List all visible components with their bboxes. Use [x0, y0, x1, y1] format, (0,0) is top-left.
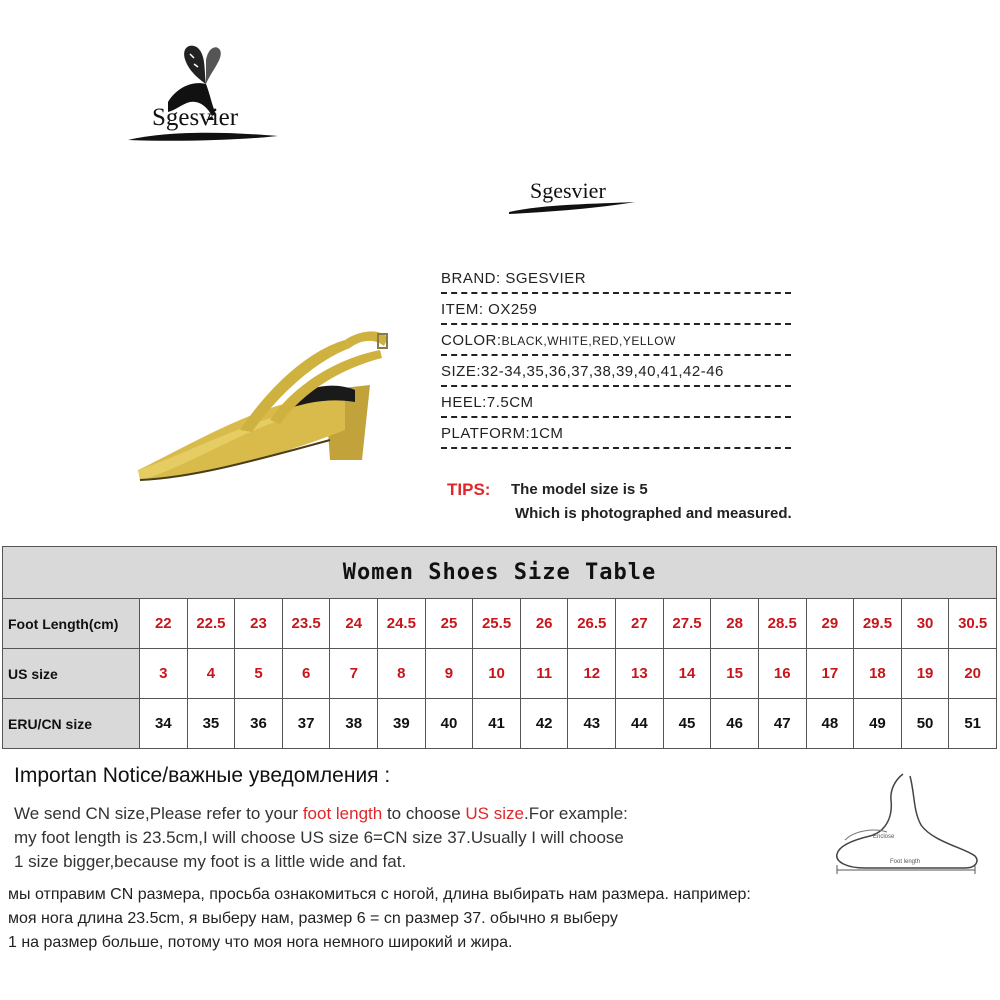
size-table-cell: 4 — [187, 649, 235, 699]
size-table-cell: 19 — [901, 649, 949, 699]
notice-ru-line-2: моя нога длина 23.5cm, я выберу нам, размер 6 = cn размер 37. обычно я выберу — [8, 910, 618, 927]
size-table-cell: 47 — [758, 699, 806, 749]
size-table-row — [3, 699, 997, 749]
size-table-cell: 14 — [663, 649, 711, 699]
brand-logo-text: Sgesvier — [152, 104, 239, 131]
notice-en-line-3: 1 size bigger,because my foot is a little wide and fat. — [14, 852, 407, 871]
size-table-cell: 43 — [568, 699, 616, 749]
size-table-cell: 42 — [520, 699, 568, 749]
size-table-cell: 26.5 — [568, 599, 616, 649]
spec-platform-value: 1CM — [530, 425, 564, 442]
spec-heel — [441, 390, 791, 418]
size-table-row-header: US size — [3, 649, 140, 699]
foot-measure-icon — [825, 770, 990, 875]
size-table-cell: 25 — [425, 599, 473, 649]
size-table-cell: 28.5 — [758, 599, 806, 649]
size-table-cell: 29 — [806, 599, 854, 649]
size-table-cell: 27.5 — [663, 599, 711, 649]
size-table-cell: 46 — [711, 699, 759, 749]
size-table-cell: 13 — [616, 649, 664, 699]
size-table-cell: 45 — [663, 699, 711, 749]
size-table-cell: 41 — [473, 699, 521, 749]
spec-platform — [441, 421, 791, 449]
notice-en-text: .For example: — [523, 804, 628, 823]
size-table-cell: 49 — [854, 699, 902, 749]
tips-label: TIPS: — [447, 480, 491, 499]
size-table-cell: 35 — [187, 699, 235, 749]
notice-en-line-1 — [14, 804, 628, 824]
size-table-cell: 16 — [758, 649, 806, 699]
brand-logo — [120, 40, 290, 160]
size-table-cell: 15 — [711, 649, 759, 699]
size-table-row — [3, 599, 997, 649]
size-table-cell: 40 — [425, 699, 473, 749]
size-table-cell: 18 — [854, 649, 902, 699]
size-table-cell: 44 — [616, 699, 664, 749]
spec-color-value: BLACK,WHITE,RED,YELLOW — [501, 334, 676, 348]
spec-brand — [441, 266, 791, 294]
size-table-cell: 5 — [235, 649, 283, 699]
size-table-cell: 39 — [378, 699, 426, 749]
foot-diagram — [825, 770, 990, 875]
size-table-cell: 9 — [425, 649, 473, 699]
notice-en-line-2: my foot length is 23.5cm,I will choose US size 6=CN size 37.Usually I will choose — [14, 828, 624, 847]
brand-logo-small-text: Sgesvier — [530, 178, 606, 203]
size-table-cell: 26 — [520, 599, 568, 649]
product-shoe-image — [130, 290, 400, 490]
size-table-cell: 12 — [568, 649, 616, 699]
notice-en-text: We send CN size,Please refer to your — [14, 804, 303, 823]
size-table-cell: 6 — [282, 649, 330, 699]
size-table-cell: 7 — [330, 649, 378, 699]
size-table-cell: 36 — [235, 699, 283, 749]
size-table-cell: 30.5 — [949, 599, 997, 649]
size-table-cell: 17 — [806, 649, 854, 699]
spec-size-label: SIZE: — [441, 363, 482, 380]
size-table-title: Women Shoes Size Table — [3, 547, 997, 599]
spec-heel-value: 7.5CM — [486, 394, 534, 411]
size-table-cell: 37 — [282, 699, 330, 749]
spec-heel-label: HEEL: — [441, 394, 487, 411]
size-table-row — [3, 649, 997, 699]
notice-title: Importan Notice/важные уведомления : — [14, 764, 391, 787]
size-table-cell: 25.5 — [473, 599, 521, 649]
notice-en-text: to choose — [382, 804, 466, 823]
notice-ru-line-3: 1 на размер больше, потому что моя нога немного широкий и жира. — [8, 934, 513, 951]
size-table-cell: 23.5 — [282, 599, 330, 649]
size-table-cell: 22.5 — [187, 599, 235, 649]
size-table-row-header: Foot Length(cm) — [3, 599, 140, 649]
foot-length-label: Foot length — [890, 859, 921, 865]
butterfly-heel-icon — [120, 40, 290, 160]
yellow-shoe-illustration — [130, 290, 400, 490]
size-table-cell: 22 — [140, 599, 188, 649]
size-table-cell: 24 — [330, 599, 378, 649]
size-table-cell: 3 — [140, 649, 188, 699]
spec-platform-label: PLATFORM: — [441, 425, 531, 442]
size-table-cell: 50 — [901, 699, 949, 749]
spec-item-label: ITEM: — [441, 301, 484, 318]
spec-size-value: 32-34,35,36,37,38,39,40,41,42-46 — [481, 363, 724, 380]
brand-swoosh-small — [505, 198, 640, 218]
size-table-cell: 23 — [235, 599, 283, 649]
size-table-cell: 38 — [330, 699, 378, 749]
size-table-cell: 29.5 — [854, 599, 902, 649]
size-table-cell: 24.5 — [378, 599, 426, 649]
spec-brand-value: SGESVIER — [500, 270, 587, 287]
size-table-cell: 27 — [616, 599, 664, 649]
size-table — [2, 546, 997, 749]
notice-foot-length-highlight: foot length — [302, 804, 383, 823]
spec-size — [441, 359, 791, 387]
size-table-cell: 48 — [806, 699, 854, 749]
notice-us-size-highlight: US size — [465, 804, 524, 823]
spec-brand-label: BRAND: — [441, 270, 501, 287]
size-table-cell: 20 — [949, 649, 997, 699]
tips-line-1: The model size is 5 — [511, 481, 648, 498]
size-table-cell: 28 — [711, 599, 759, 649]
foot-enclose-label: Enclose — [873, 834, 895, 840]
notice-ru-line-1: мы отправим CN размера, просьба ознакомиться с ногой, длина выбирать нам размера. например: — [8, 886, 751, 903]
spec-item — [441, 297, 791, 325]
size-table-cell: 34 — [140, 699, 188, 749]
spec-color — [441, 328, 791, 356]
spec-item-value: OX259 — [483, 301, 538, 318]
size-table-cell: 51 — [949, 699, 997, 749]
size-table-cell: 10 — [473, 649, 521, 699]
size-table-row-header: ERU/CN size — [3, 699, 140, 749]
size-table-cell: 30 — [901, 599, 949, 649]
tips-line-2: Which is photographed and measured. — [515, 505, 792, 522]
spec-color-label: COLOR: — [441, 332, 502, 349]
size-table-cell: 8 — [378, 649, 426, 699]
size-table-cell: 11 — [520, 649, 568, 699]
